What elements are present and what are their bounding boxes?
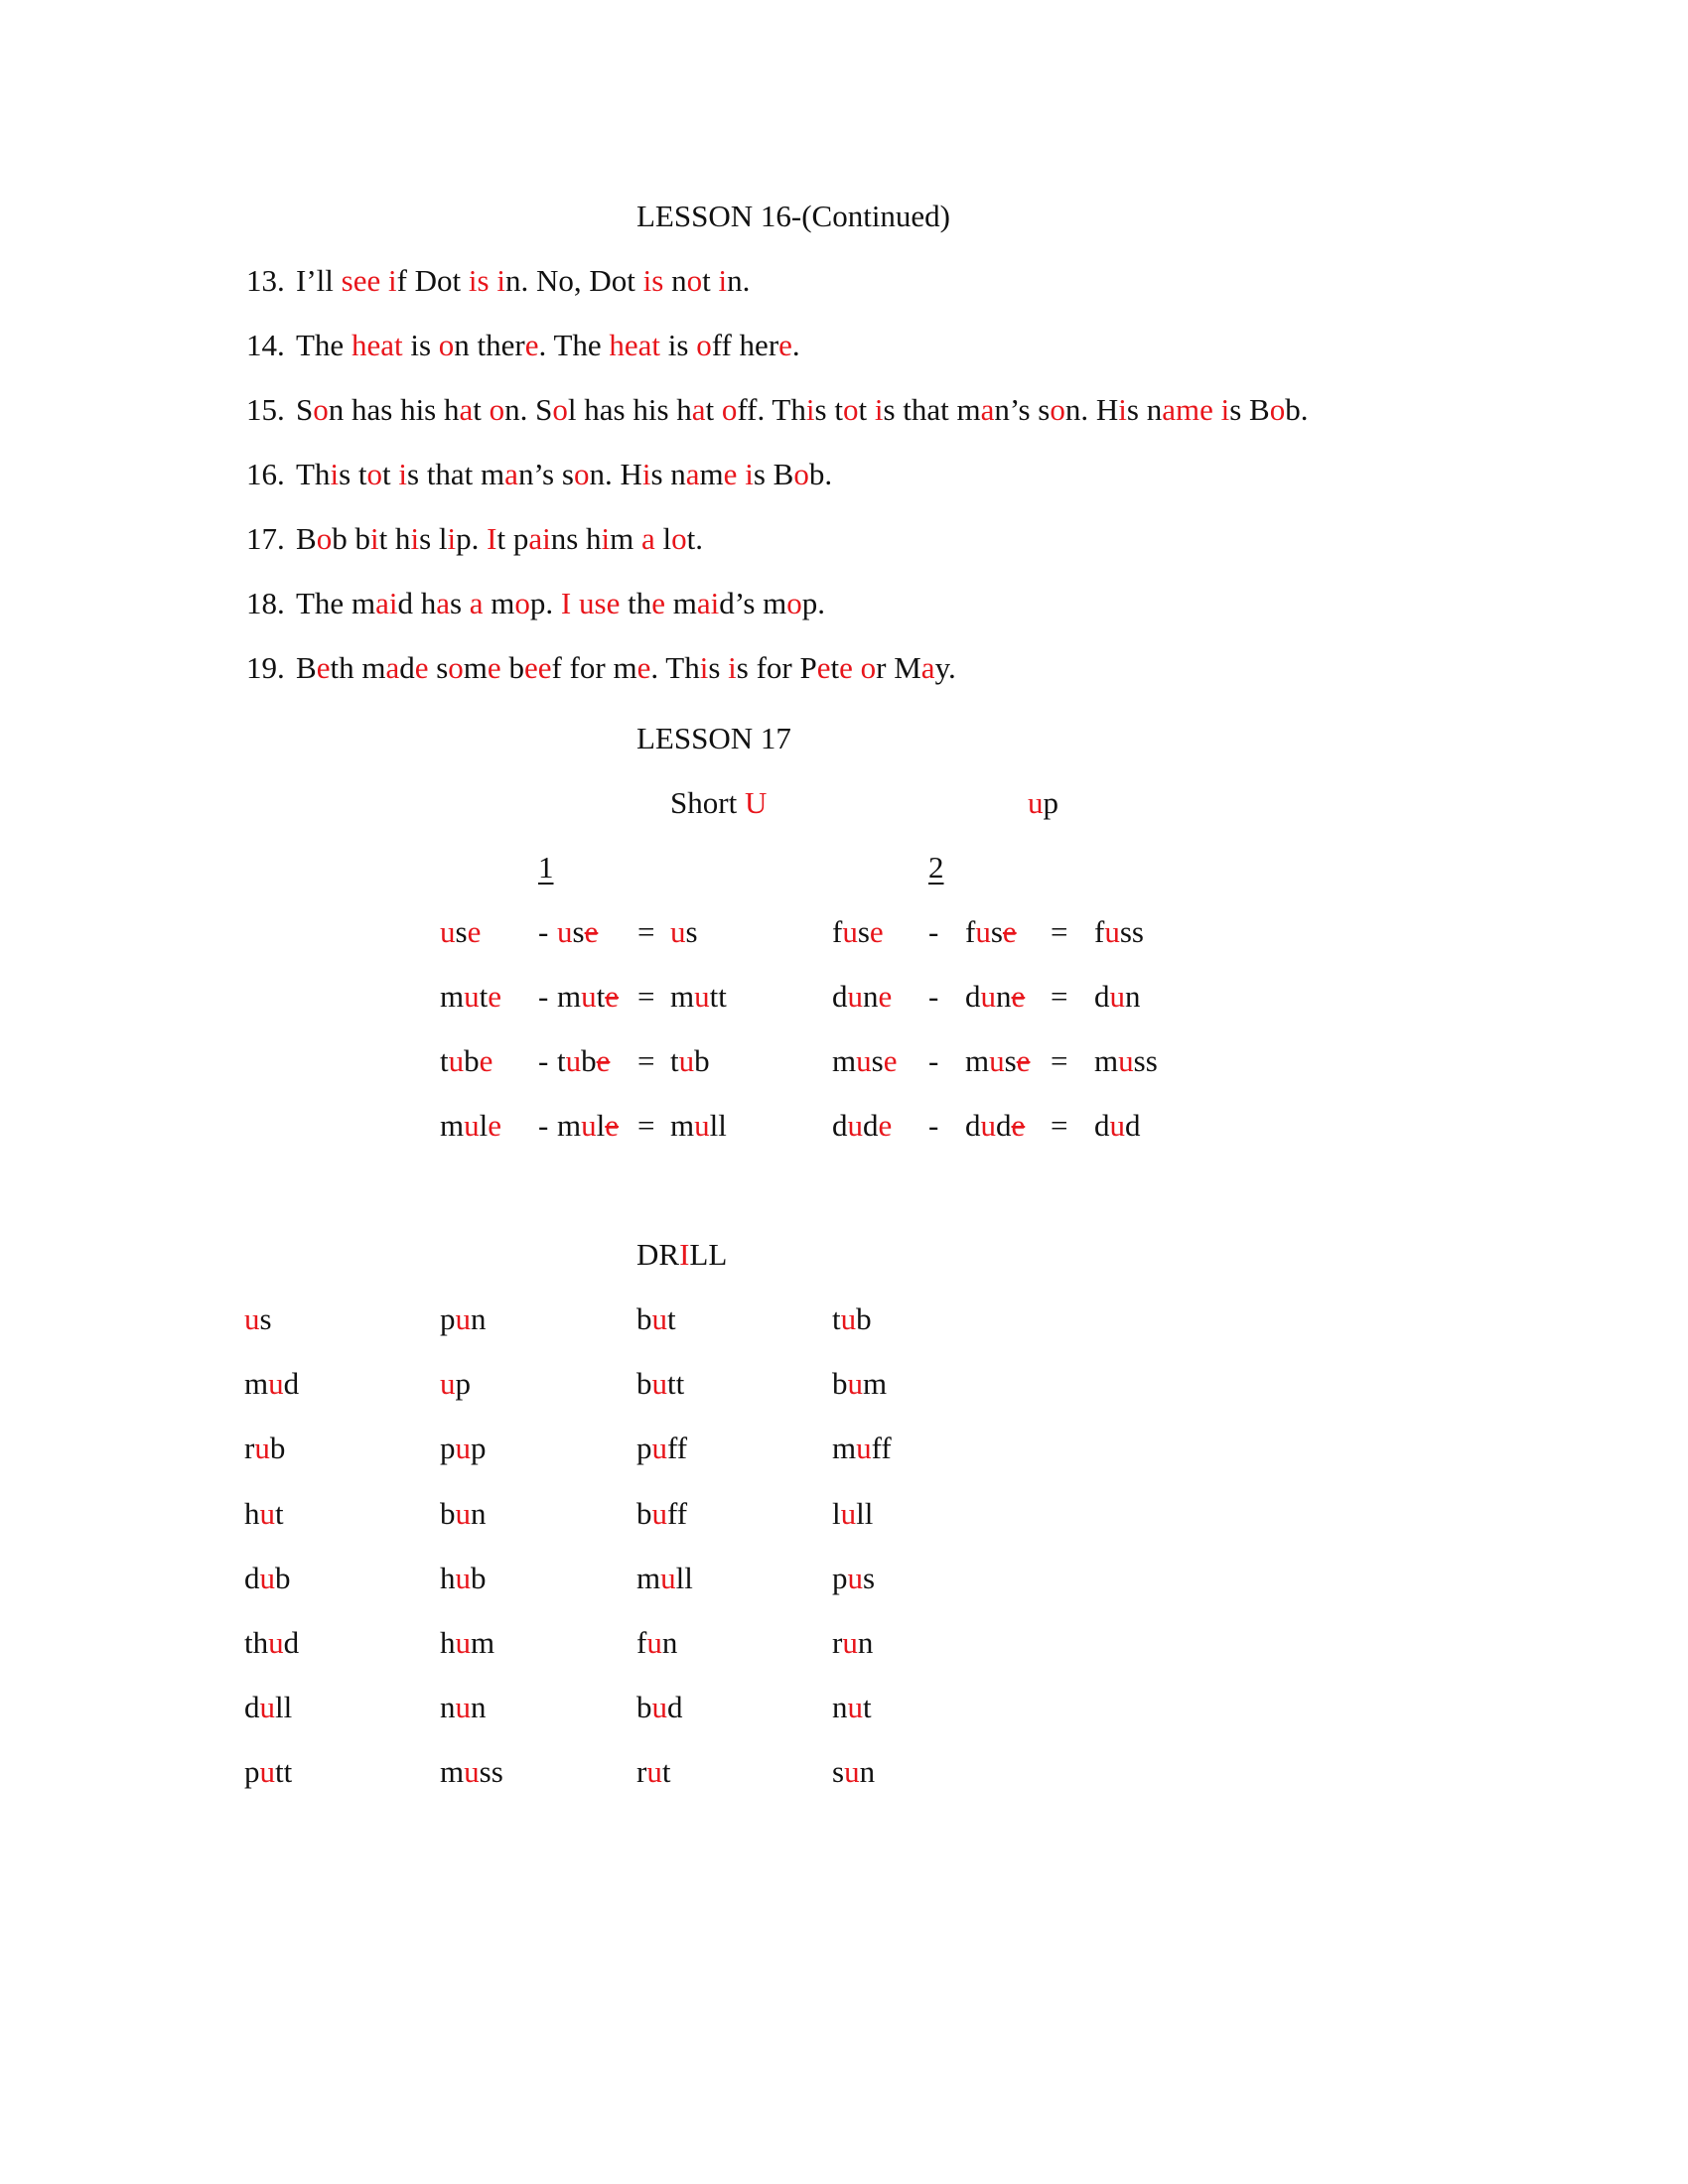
drill-word: bum bbox=[832, 1366, 888, 1402]
crossed-word: tube bbox=[557, 1043, 611, 1078]
drill-word: putt bbox=[244, 1754, 293, 1790]
lesson16-title: LESSON 16-(Continued) bbox=[636, 199, 951, 233]
equals-sign: = bbox=[637, 1108, 655, 1143]
drill-word: dub bbox=[244, 1560, 291, 1595]
minus-sign: - bbox=[928, 1043, 939, 1078]
drill-word: lull bbox=[832, 1495, 874, 1531]
sentence-number: 17. bbox=[246, 521, 285, 556]
minus-sign: - bbox=[538, 914, 549, 949]
sentence-number: 14. bbox=[246, 328, 285, 362]
crossed-word: dude bbox=[965, 1108, 1026, 1143]
long-word: fuse bbox=[832, 914, 884, 949]
drill-word: nun bbox=[440, 1690, 487, 1725]
up-word: up bbox=[1028, 785, 1058, 820]
drill-word: mull bbox=[636, 1560, 693, 1595]
short-word: fuss bbox=[1094, 914, 1144, 949]
drill-word: buff bbox=[636, 1495, 688, 1531]
long-word: use bbox=[440, 914, 482, 949]
short-label: Short bbox=[670, 785, 745, 820]
sentence-number: 16. bbox=[246, 457, 285, 491]
drill-word: rub bbox=[244, 1431, 286, 1466]
drill-word: up bbox=[440, 1366, 471, 1402]
column-2-header: 2 bbox=[928, 850, 944, 885]
drill-word: pus bbox=[832, 1560, 876, 1595]
drill-word: muff bbox=[832, 1431, 892, 1466]
long-word: dune bbox=[832, 979, 893, 1014]
equals-sign: = bbox=[1051, 1108, 1068, 1143]
sentence-text: Beth made some beef for me. This is for Pete or May. bbox=[296, 650, 956, 685]
drill-word: bun bbox=[440, 1495, 487, 1531]
drill-word: pun bbox=[440, 1301, 487, 1336]
short-u-heading bbox=[670, 787, 767, 818]
sentence-text: I’ll see if Dot is in. No, Dot is not in. bbox=[296, 263, 751, 298]
sentence-text: This tot is that man’s son. His name is Bob. bbox=[296, 457, 833, 491]
equals-sign: = bbox=[1051, 979, 1068, 1014]
drill-word: muss bbox=[440, 1754, 503, 1790]
short-word: mutt bbox=[670, 979, 727, 1014]
short-word: us bbox=[670, 914, 698, 949]
drill-word: fun bbox=[636, 1625, 678, 1660]
equals-sign: = bbox=[637, 979, 655, 1014]
sentence-text: The maid has a mop. I use the maid’s mop. bbox=[296, 586, 826, 620]
minus-sign: - bbox=[928, 1108, 939, 1143]
minus-sign: - bbox=[538, 1043, 549, 1078]
long-word: mute bbox=[440, 979, 502, 1014]
drill-word: butt bbox=[636, 1366, 685, 1402]
sentence-text: Bob bit his lip. It pains him a lot. bbox=[296, 521, 704, 556]
drill-word: hub bbox=[440, 1560, 487, 1595]
long-word: tube bbox=[440, 1043, 493, 1078]
sentence-number: 18. bbox=[246, 586, 285, 620]
short-word: mull bbox=[670, 1108, 727, 1143]
drill-word: mud bbox=[244, 1366, 300, 1402]
drill-word: nut bbox=[832, 1690, 872, 1725]
sentence-number: 15. bbox=[246, 392, 285, 427]
crossed-word: use bbox=[557, 914, 599, 949]
drill-word: thud bbox=[244, 1625, 300, 1660]
long-word: dude bbox=[832, 1108, 893, 1143]
sentence-text: The heat is on there. The heat is off here. bbox=[296, 328, 800, 362]
short-vowel: U bbox=[744, 785, 768, 820]
crossed-word: mule bbox=[557, 1108, 620, 1143]
short-word: tub bbox=[670, 1043, 710, 1078]
long-word: muse bbox=[832, 1043, 898, 1078]
equals-sign: = bbox=[637, 914, 655, 949]
sentence-number: 13. bbox=[246, 263, 285, 298]
equals-sign: = bbox=[637, 1043, 655, 1078]
drill-word: us bbox=[244, 1301, 272, 1336]
drill-word: run bbox=[832, 1625, 874, 1660]
equals-sign: = bbox=[1051, 914, 1068, 949]
drill-word: rut bbox=[636, 1754, 671, 1790]
minus-sign: - bbox=[928, 979, 939, 1014]
minus-sign: - bbox=[538, 979, 549, 1014]
drill-word: hut bbox=[244, 1495, 284, 1531]
drill-word: dull bbox=[244, 1690, 293, 1725]
sentence-number: 19. bbox=[246, 650, 285, 685]
long-word: mule bbox=[440, 1108, 502, 1143]
drill-word: pup bbox=[440, 1431, 487, 1466]
crossed-word: fuse bbox=[965, 914, 1017, 949]
column-1-header: 1 bbox=[538, 850, 554, 885]
drill-word: tub bbox=[832, 1301, 872, 1336]
short-word: dun bbox=[1094, 979, 1141, 1014]
crossed-word: mute bbox=[557, 979, 620, 1014]
minus-sign: - bbox=[928, 914, 939, 949]
crossed-word: muse bbox=[965, 1043, 1031, 1078]
lesson17-title: LESSON 17 bbox=[636, 721, 791, 755]
drill-word: sun bbox=[832, 1754, 876, 1790]
drill-word: but bbox=[636, 1301, 676, 1336]
equals-sign: = bbox=[1051, 1043, 1068, 1078]
drill-word: bud bbox=[636, 1690, 683, 1725]
drill-word: hum bbox=[440, 1625, 495, 1660]
minus-sign: - bbox=[538, 1108, 549, 1143]
drill-word: puff bbox=[636, 1431, 688, 1466]
short-word: muss bbox=[1094, 1043, 1158, 1078]
short-word: dud bbox=[1094, 1108, 1141, 1143]
crossed-word: dune bbox=[965, 979, 1026, 1014]
sentence-text: Son has his hat on. Sol has his hat off. This tot is that man’s son. His name is Bob. bbox=[296, 392, 1309, 427]
drill-title: DRILL bbox=[636, 1237, 728, 1272]
